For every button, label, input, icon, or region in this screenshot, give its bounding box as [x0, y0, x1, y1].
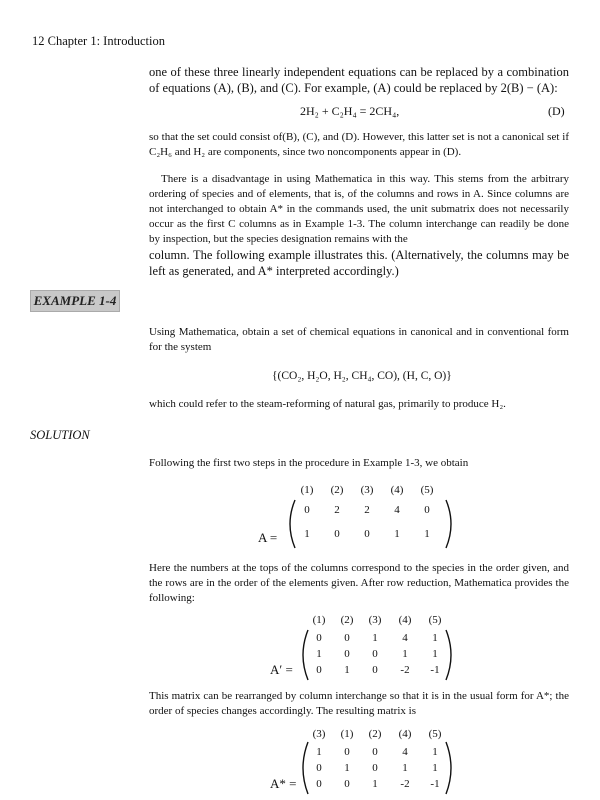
matrix-cell: 0 — [316, 632, 322, 644]
example-intro: Using Mathematica, obtain a set of chemical equations in canonical and in conventional form for the system — [149, 326, 569, 353]
matrix-cell: 1 — [402, 762, 408, 774]
matrix-cell: 4 — [394, 504, 400, 516]
matrix-cell: 4 — [402, 632, 408, 644]
matrix-cell: 1 — [424, 528, 430, 540]
column-label: (4) — [390, 484, 404, 496]
matrix-cell: 0 — [424, 504, 430, 516]
matrix-astar-column-labels — [308, 728, 458, 744]
solution-intro: Following the first two steps in the procedure in Example 1-3, we obtain — [149, 457, 469, 469]
column-label: (5) — [428, 614, 442, 626]
column-label: (1) — [312, 614, 326, 626]
matrix-cell: -1 — [430, 778, 440, 790]
paragraph-3-block — [149, 172, 569, 279]
paragraph-2: so that the set could consist of(B), (C), and (D). However, this latter set is not a canonical set if C₂H₆ and H₂ are components, since two noncomponents appear in (D). — [149, 131, 569, 158]
column-label: (5) — [428, 728, 442, 740]
matrix-row — [296, 528, 446, 544]
column-label: (5) — [420, 484, 434, 496]
matrix-cell: 1 — [344, 664, 350, 676]
matrix-cell: -1 — [430, 664, 440, 676]
column-label: (3) — [312, 728, 326, 740]
after-a-block — [149, 561, 569, 606]
matrix-a-left-bracket — [283, 498, 297, 550]
matrix-ar-column-labels — [308, 614, 458, 630]
matrix-a — [296, 504, 446, 544]
matrix-cell: 0 — [372, 746, 378, 758]
matrix-cell: 0 — [364, 528, 370, 540]
matrix-row — [308, 762, 458, 778]
after-a-text: Here the numbers at the tops of the columns correspond to the species in the order given, and the rows are in the order of the elements given. After row reduction, Mathematica provides the following: — [149, 562, 569, 604]
matrix-astar-label: A* = — [270, 776, 297, 791]
matrix-row — [308, 648, 458, 664]
solution-intro-block — [149, 456, 569, 471]
example-intro-block — [149, 325, 569, 355]
matrix-cell: 0 — [344, 746, 350, 758]
matrix-cell: 4 — [402, 746, 408, 758]
matrix-cell: 1 — [316, 746, 322, 758]
column-label: (4) — [398, 614, 412, 626]
equation-d: 2H₂ + C₂H₄ = 2CH₄, — [300, 104, 400, 118]
after-ar-text: This matrix can be rearranged by column interchange so that it is in the usual form for A*; the order of species changes accordingly. The resulting matrix is — [149, 690, 569, 717]
matrix-cell: 0 — [372, 648, 378, 660]
matrix-cell: 1 — [344, 762, 350, 774]
matrix-cell: -2 — [400, 778, 410, 790]
paragraph-1-block — [149, 64, 569, 96]
column-label: (1) — [300, 484, 314, 496]
column-label: (3) — [368, 614, 382, 626]
matrix-cell: -2 — [400, 664, 410, 676]
matrix-cell: 0 — [372, 762, 378, 774]
matrix-ar — [308, 632, 458, 682]
column-label: (3) — [360, 484, 374, 496]
system-set: {(CO₂, H₂O, H₂, CH₄, CO), (H, C, O)} — [272, 370, 452, 382]
matrix-cell: 0 — [316, 762, 322, 774]
matrix-cell: 0 — [344, 778, 350, 790]
page-header: 12 Chapter 1: Introduction — [32, 34, 165, 48]
matrix-cell: 2 — [364, 504, 370, 516]
matrix-row — [308, 746, 458, 762]
matrix-cell: 1 — [316, 648, 322, 660]
column-label: (2) — [330, 484, 344, 496]
matrix-a-label: A = — [258, 530, 278, 545]
example-after-block — [149, 397, 569, 412]
matrix-cell: 1 — [402, 648, 408, 660]
matrix-cell: 0 — [316, 778, 322, 790]
matrix-cell: 1 — [372, 778, 378, 790]
paragraph-1: one of these three linearly independent equations can be replaced by a combination of equations (A), (B), and (C). For example, (A) could be replaced by 2(B) − (A): — [149, 65, 569, 95]
matrix-cell: 1 — [372, 632, 378, 644]
column-label: (4) — [398, 728, 412, 740]
matrix-cell: 0 — [334, 528, 340, 540]
column-label: (1) — [340, 728, 354, 740]
matrix-row — [296, 504, 446, 520]
matrix-astar — [308, 746, 458, 796]
matrix-row — [308, 632, 458, 648]
matrix-row — [308, 778, 458, 794]
matrix-cell: 0 — [344, 648, 350, 660]
after-ar-block — [149, 689, 569, 719]
matrix-cell: 1 — [432, 762, 438, 774]
paragraph-2-block — [149, 130, 569, 160]
column-label: (2) — [368, 728, 382, 740]
matrix-cell: 1 — [394, 528, 400, 540]
matrix-cell: 1 — [432, 632, 438, 644]
matrix-cell: 0 — [316, 664, 322, 676]
matrix-cell: 0 — [304, 504, 310, 516]
matrix-cell: 1 — [432, 648, 438, 660]
matrix-row — [308, 664, 458, 680]
matrix-a-column-labels — [296, 484, 446, 500]
matrix-cell: 1 — [432, 746, 438, 758]
paragraph-3b: column. The following example illustrates this. (Alternatively, the columns may be left as generated, and A* interpreted accordingly.) — [149, 248, 569, 278]
matrix-cell: 2 — [334, 504, 340, 516]
matrix-cell: 0 — [344, 632, 350, 644]
matrix-a-right-bracket — [444, 498, 458, 550]
equation-d-label: (D) — [548, 104, 565, 118]
example-after: which could refer to the steam-reforming of natural gas, primarily to produce H₂. — [149, 398, 506, 410]
solution-label: SOLUTION — [30, 428, 90, 442]
paragraph-3a: There is a disadvantage in using Mathematica in this way. This stems from the arbitrary ordering of species and of elements, that is, of the columns and rows in A. Since columns are not interchanged to obtain A* in the commands used, the unit submatrix does not necessarily occur as the first C columns as in Example 1-3. The column interchange can readily be done by inspection, but the species designation remains with the — [149, 173, 569, 245]
matrix-ar-label: A′ = — [270, 662, 293, 677]
matrix-cell: 1 — [304, 528, 310, 540]
matrix-cell: 0 — [372, 664, 378, 676]
column-label: (2) — [340, 614, 354, 626]
example-label: EXAMPLE 1-4 — [30, 290, 120, 312]
